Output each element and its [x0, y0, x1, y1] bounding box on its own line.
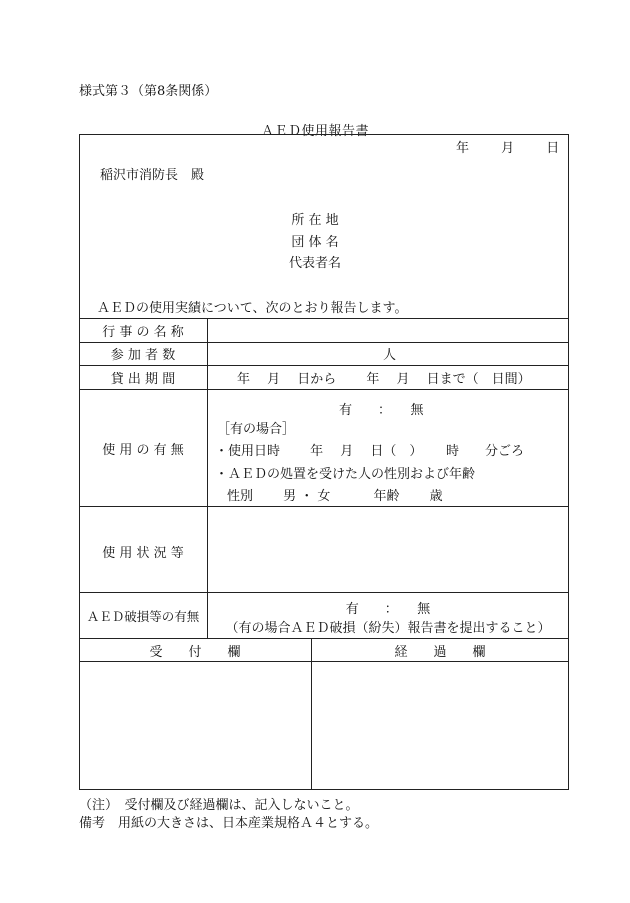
- damage-note: （有の場合ＡＥＤ破損（紛失）報告書を提出すること）: [225, 621, 551, 636]
- row-divider: [79, 365, 569, 366]
- reception-column-label: 受 付 欄: [149, 645, 241, 660]
- row-divider: [79, 389, 569, 390]
- representative-label: 代表者名: [288, 256, 341, 271]
- row-divider: [79, 592, 569, 593]
- date-line: 年 月 日: [456, 141, 560, 156]
- addressee: 稲沢市消防長 殿: [100, 168, 205, 183]
- loan-period-value: 年 月 日から 年 月 日まで（ 日間）: [237, 372, 531, 387]
- form-number: 様式第３（第8条関係）: [79, 84, 218, 99]
- group-name-label: 団 体 名: [291, 235, 339, 250]
- lead-text: ＡＥＤの使用実績について、次のとおり報告します。: [97, 301, 408, 316]
- row-divider: [79, 506, 569, 507]
- participants-unit: 人: [383, 348, 397, 363]
- note-line-1: （注） 受付欄及び経過欄は、記入しないこと。: [79, 798, 359, 813]
- usage-gender-age: 性別 男 ・ 女 年齢 歳: [227, 489, 443, 504]
- column-divider: [207, 318, 208, 638]
- note-line-2: 備考 用紙の大きさは、日本産業規格Ａ４とする。: [79, 816, 379, 831]
- aed-damage-label: ＡＥＤ破損等の有無: [86, 609, 200, 624]
- row-divider: [79, 342, 569, 343]
- usage-case-heading: ［有の場合］: [217, 422, 296, 437]
- progress-column-label: 経 過 欄: [394, 645, 486, 660]
- usage-person-line: ・ＡＥＤの処置を受けた人の性別および年齢: [215, 467, 476, 482]
- event-name-label: 行 事 の 名 称: [102, 325, 184, 340]
- row-divider: [79, 661, 569, 662]
- participants-label: 参 加 者 数: [110, 348, 176, 363]
- damage-yes-no: 有 ： 無: [345, 602, 431, 617]
- usage-status-label: 使 用 状 況 等: [102, 546, 184, 561]
- row-divider: [79, 638, 569, 639]
- document-title: ＡＥＤ使用報告書: [260, 124, 369, 139]
- loan-period-label: 貸 出 期 間: [110, 372, 176, 387]
- usage-datetime: ・使用日時 年 月 日（ ） 時 分ごろ: [215, 444, 525, 459]
- address-label: 所 在 地: [291, 213, 339, 228]
- usage-label: 使 用 の 有 無: [102, 443, 184, 458]
- usage-yes-no: 有 ： 無: [339, 403, 424, 418]
- row-divider: [79, 318, 569, 319]
- column-divider: [311, 638, 312, 790]
